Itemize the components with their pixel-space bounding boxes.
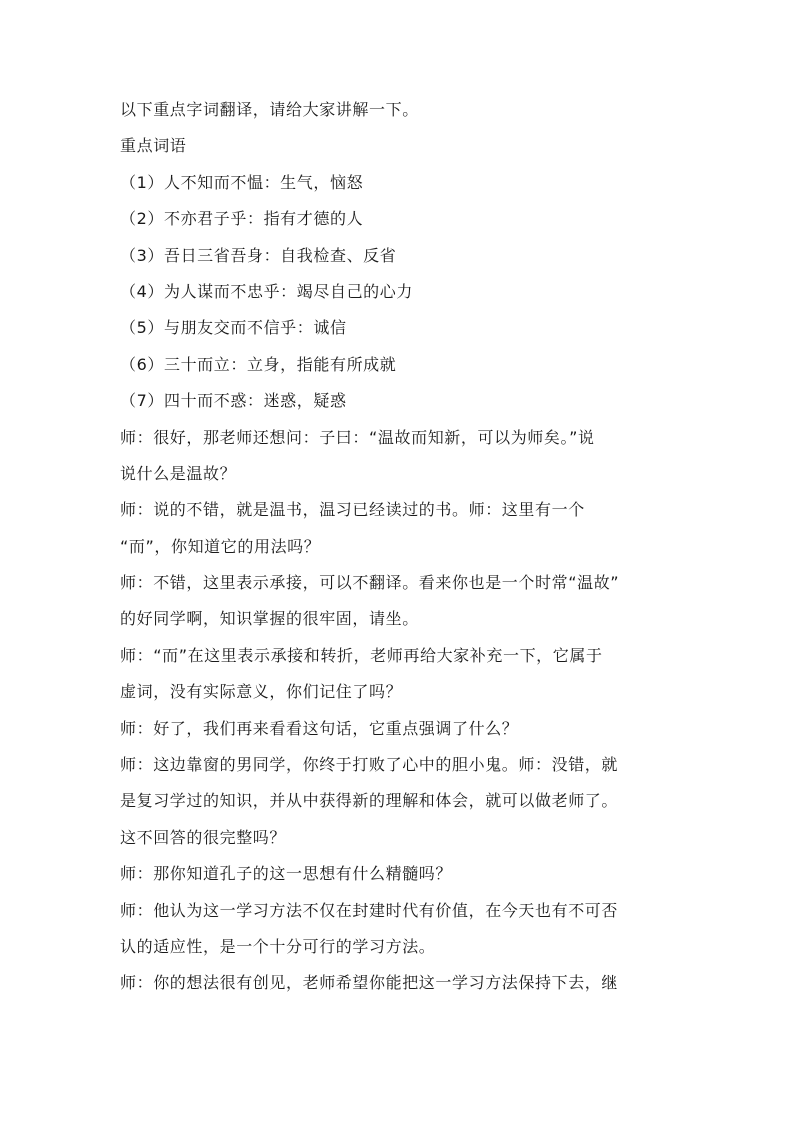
dialogue-line: 虚词，没有实际意义，你们记住了吗？ <box>120 682 403 702</box>
dialogue-line: “而”，你知道它的用法吗？ <box>120 536 321 556</box>
dialogue-line: 师：“而”在这里表示承接和转折，老师再给大家补充一下，它属于 <box>120 645 603 665</box>
dialogue-line: 是复习学过的知识，并从中获得新的理解和体会，就可以做老师了。 <box>120 791 619 811</box>
dialogue-line: 的好同学啊，知识掌握的很牢固，请坐。 <box>120 609 419 629</box>
vocab-item: （7）四十而不惑：迷惑，疑惑 <box>120 391 347 411</box>
dialogue-line: 师：你的想法很有创见，老师希望你能把这一学习方法保持下去，继 <box>120 973 619 993</box>
dialogue-line: 师：很好，那老师还想问：子曰：“温故而知新，可以为师矣。”说 <box>120 427 595 447</box>
dialogue-line: 师：他认为这一学习方法不仅在封建时代有价值，在今天也有不可否 <box>120 900 619 920</box>
vocab-item: （4）为人谋而不忠乎：竭尽自己的心力 <box>120 281 413 301</box>
dialogue-line: 师：那你知道孔子的这一思想有什么精髓吗？ <box>120 864 453 884</box>
dialogue-line: 师：这边靠窗的男同学，你终于打败了心中的胆小鬼。师：没错，就 <box>120 755 619 775</box>
vocab-item: （5）与朋友交而不信乎：诚信 <box>120 318 347 338</box>
vocab-item: （6）三十而立：立身，指能有所成就 <box>120 354 397 374</box>
vocab-item: （2）不亦君子乎：指有才德的人 <box>120 209 364 229</box>
vocab-item: （1）人不知而不愠：生气，恼怒 <box>120 172 364 192</box>
dialogue-line: 这不回答的很完整吗？ <box>120 827 287 847</box>
document-body <box>120 92 682 1002</box>
vocab-item: （3）吾日三省吾身：自我检查、反省 <box>120 245 397 265</box>
dialogue-line: 师：不错，这里表示承接，可以不翻译。看来你也是一个时常“温故” <box>120 573 620 593</box>
dialogue-line: 认的适应性，是一个十分可行的学习方法。 <box>120 936 436 956</box>
intro-line: 以下重点字词翻译，请给大家讲解一下。 <box>120 100 419 119</box>
vocab-title: 重点词语 <box>120 136 187 156</box>
dialogue-line: 说什么是温故？ <box>120 463 237 483</box>
dialogue-line: 师：说的不错，就是温书，温习已经读过的书。师：这里有一个 <box>120 500 585 520</box>
dialogue-line: 师：好了，我们再来看看这句话，它重点强调了什么？ <box>120 718 519 738</box>
